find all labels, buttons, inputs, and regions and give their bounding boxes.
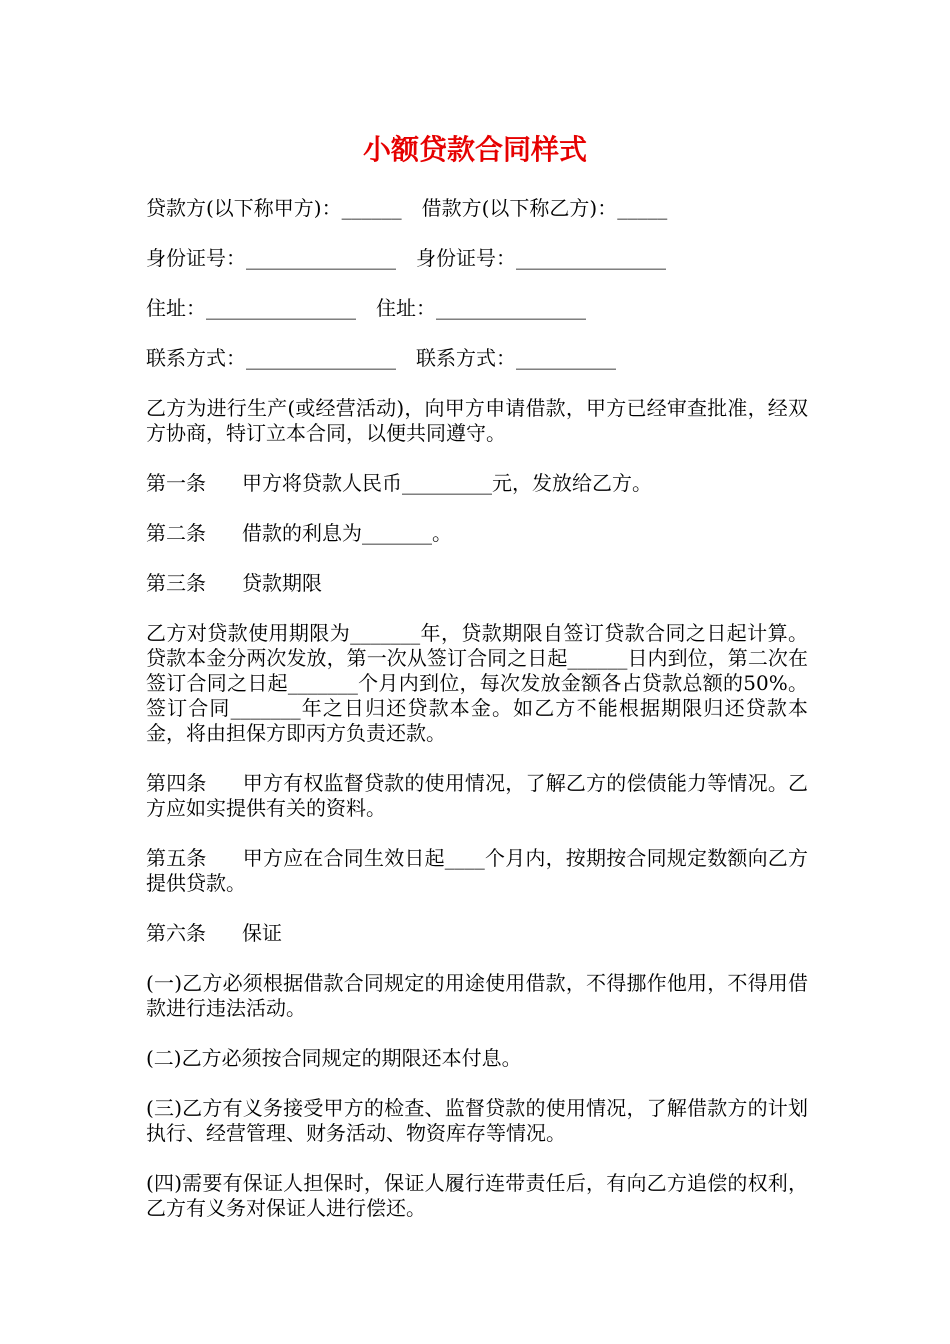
lender-field: 贷款方(以下称甲方)：______ (146, 196, 402, 220)
article-label: 第五条 (146, 846, 207, 870)
document-body (146, 196, 808, 1246)
article-2 (146, 521, 808, 546)
lender-id-field: 身份证号：_______________ (146, 246, 396, 270)
article-text: 甲方有权监督贷款的使用情况，了解乙方的偿债能力等情况。乙方应如实提供有关的资料。 (146, 771, 809, 820)
intro-paragraph: 乙方为进行生产(或经营活动)，向甲方申请借款，甲方已经审查批准，经双方协商，特订立本合同，以便共同遵守。 (146, 396, 808, 445)
article-text: 甲方应在合同生效日起____个月内，按期按合同规定数额向乙方提供贷款。 (146, 846, 809, 895)
borrower-address-field: 住址：_______________ (376, 296, 586, 320)
lender-address-field: 住址：_______________ (146, 296, 356, 320)
article-5 (146, 846, 808, 896)
article-label: 第一条 (146, 471, 206, 495)
party-line (146, 196, 808, 221)
borrower-id-field: 身份证号：_______________ (416, 246, 666, 270)
article-text: 甲方将贷款人民币_________元，发放给乙方。 (242, 471, 652, 495)
lender-contact-field: 联系方式：_______________ (146, 346, 396, 370)
clause-2: (二)乙方必须按合同规定的期限还本付息。 (146, 1046, 522, 1070)
article-3 (146, 571, 808, 596)
article-text: 贷款期限 (242, 571, 322, 595)
document-title: 小额贷款合同样式 (362, 133, 587, 166)
article-label: 第四条 (146, 771, 207, 795)
article-4 (146, 771, 808, 821)
borrower-field: 借款方(以下称乙方)：_____ (421, 196, 668, 220)
article-6 (146, 921, 808, 946)
id-line (146, 246, 808, 271)
address-line (146, 296, 808, 321)
clause-4: (四)需要有保证人担保时，保证人履行连带责任后，有向乙方追偿的权利，乙方有义务对保证人进行偿还。 (146, 1171, 808, 1220)
article-label: 第二条 (146, 521, 206, 545)
article-label: 第三条 (146, 571, 206, 595)
borrower-contact-field: 联系方式：__________ (416, 346, 616, 370)
article-1 (146, 471, 808, 496)
article-text: 借款的利息为_______。 (242, 521, 452, 545)
article-text: 保证 (242, 921, 282, 945)
clause-3: (三)乙方有义务接受甲方的检查、监督贷款的使用情况，了解借款方的计划执行、经营管理、财务活动、物资库存等情况。 (146, 1096, 808, 1145)
contact-line (146, 346, 808, 371)
clause-1: (一)乙方必须根据借款合同规定的用途使用借款，不得挪作他用，不得用借款进行违法活动。 (146, 971, 808, 1020)
article-label: 第六条 (146, 921, 206, 945)
term-paragraph: 乙方对贷款使用期限为_______年，贷款期限自签订贷款合同之日起计算。贷款本金分两次发放，第一次从签订合同之日起______日内到位，第二次在签订合同之日起_______个月内到位，每次发放金额各占贷款总额的50%。签订合同_______年之日归还贷款本金。如乙方不能根据期限归还贷款本金，将由担保方即丙方负责还款。 (146, 621, 808, 745)
